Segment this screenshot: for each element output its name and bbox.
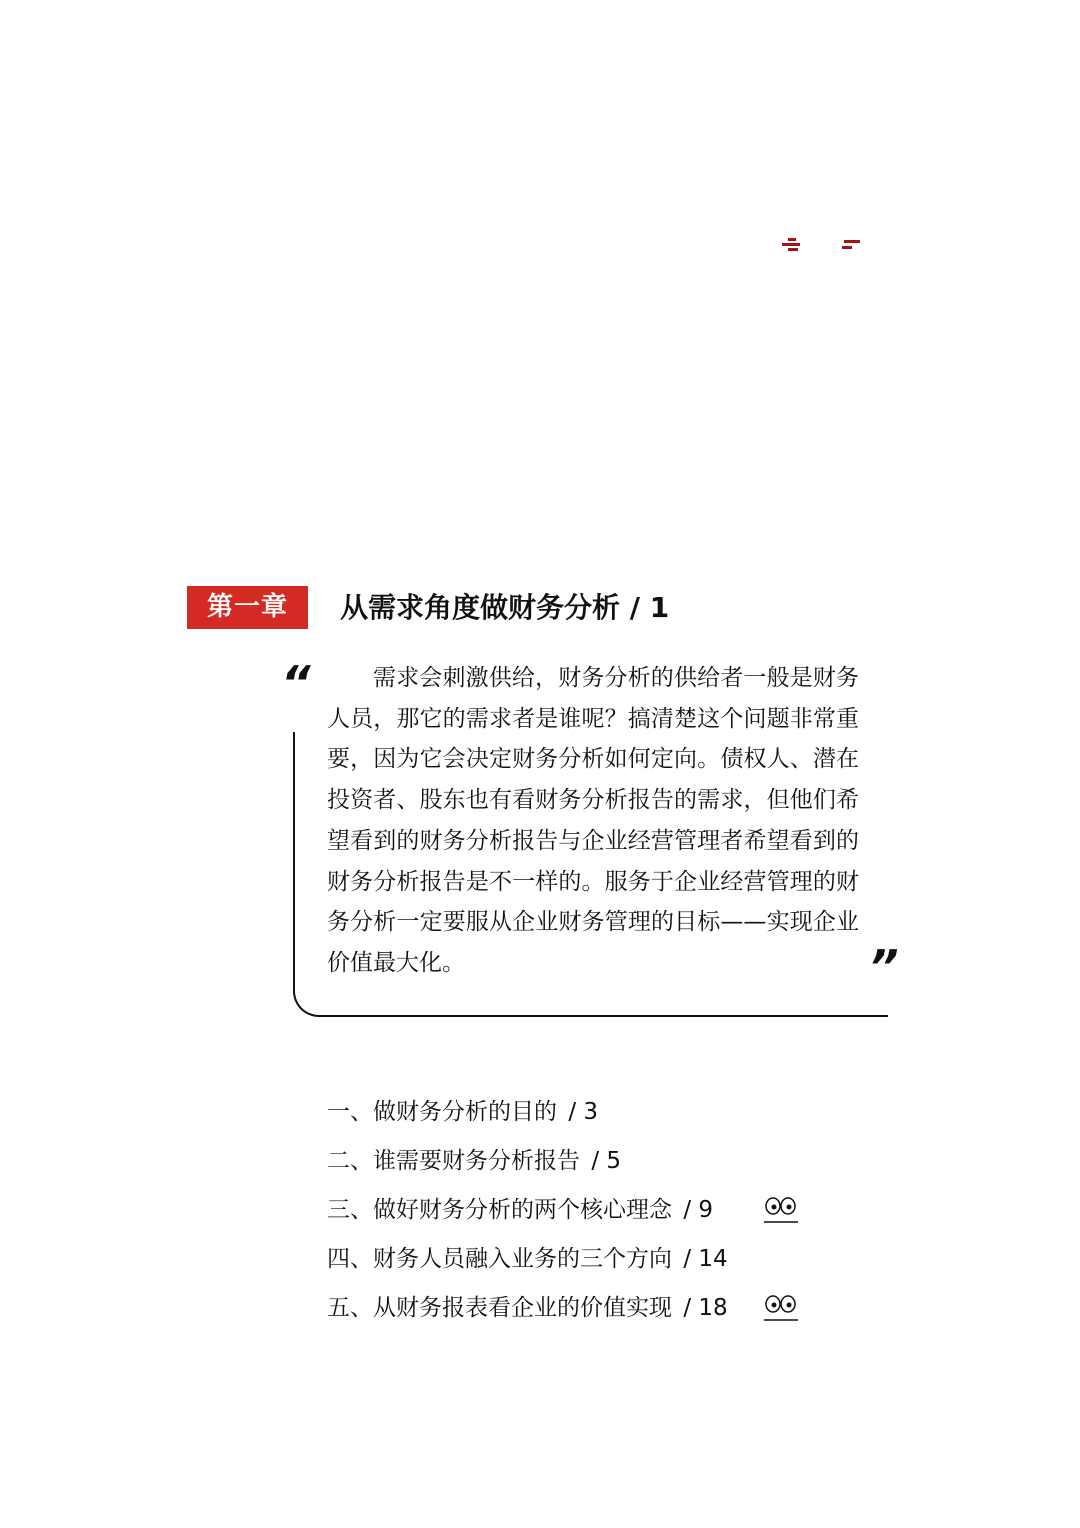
toc-item-page: / 9 bbox=[683, 1197, 714, 1223]
open-quote-mark: “ bbox=[281, 656, 311, 710]
chapter-title[interactable]: 从需求角度做财务分析 / 1 bbox=[340, 591, 670, 624]
toc-item-page: / 18 bbox=[683, 1295, 728, 1321]
eyes-icon bbox=[763, 1194, 799, 1224]
toc-item-title: 四、财务人员融入业务的三个方向 bbox=[327, 1246, 672, 1272]
toc-item[interactable] bbox=[327, 1092, 847, 1141]
scan-mark-left bbox=[780, 238, 802, 252]
toc-item[interactable] bbox=[327, 1239, 847, 1288]
toc-item-page: / 14 bbox=[683, 1246, 728, 1272]
table-of-contents bbox=[327, 1092, 847, 1337]
toc-item[interactable] bbox=[327, 1288, 847, 1337]
toc-item-title: 五、从财务报表看企业的价值实现 bbox=[327, 1295, 672, 1321]
chapter-intro-quote: 需求会刺激供给，财务分析的供给者一般是财务人员，那它的需求者是谁呢？搞清楚这个问题非常重要，因为它会决定财务分析如何定向。债权人、潜在投资者、股东也有看财务分析报告的需求，但他们希望看到的财务分析报告与企业经营管理者希望看到的财务分析报告是不一样的。服务于企业经营管理的财务分析一定要服从企业财务管理的目标——实现企业价值最大化。 bbox=[327, 665, 859, 976]
toc-item[interactable] bbox=[327, 1141, 847, 1190]
close-quote-mark: ” bbox=[869, 940, 899, 994]
toc-item-page: / 5 bbox=[591, 1148, 622, 1174]
toc-item-page: / 3 bbox=[568, 1099, 599, 1125]
scan-mark-right bbox=[842, 238, 864, 252]
toc-item-title: 一、做财务分析的目的 bbox=[327, 1099, 557, 1125]
toc-item-title: 三、做好财务分析的两个核心理念 bbox=[327, 1197, 672, 1223]
chapter-label: 第一章 bbox=[187, 586, 308, 629]
toc-item-title: 二、谁需要财务分析报告 bbox=[327, 1148, 580, 1174]
toc-item[interactable] bbox=[327, 1190, 847, 1239]
eyes-icon bbox=[763, 1292, 799, 1322]
